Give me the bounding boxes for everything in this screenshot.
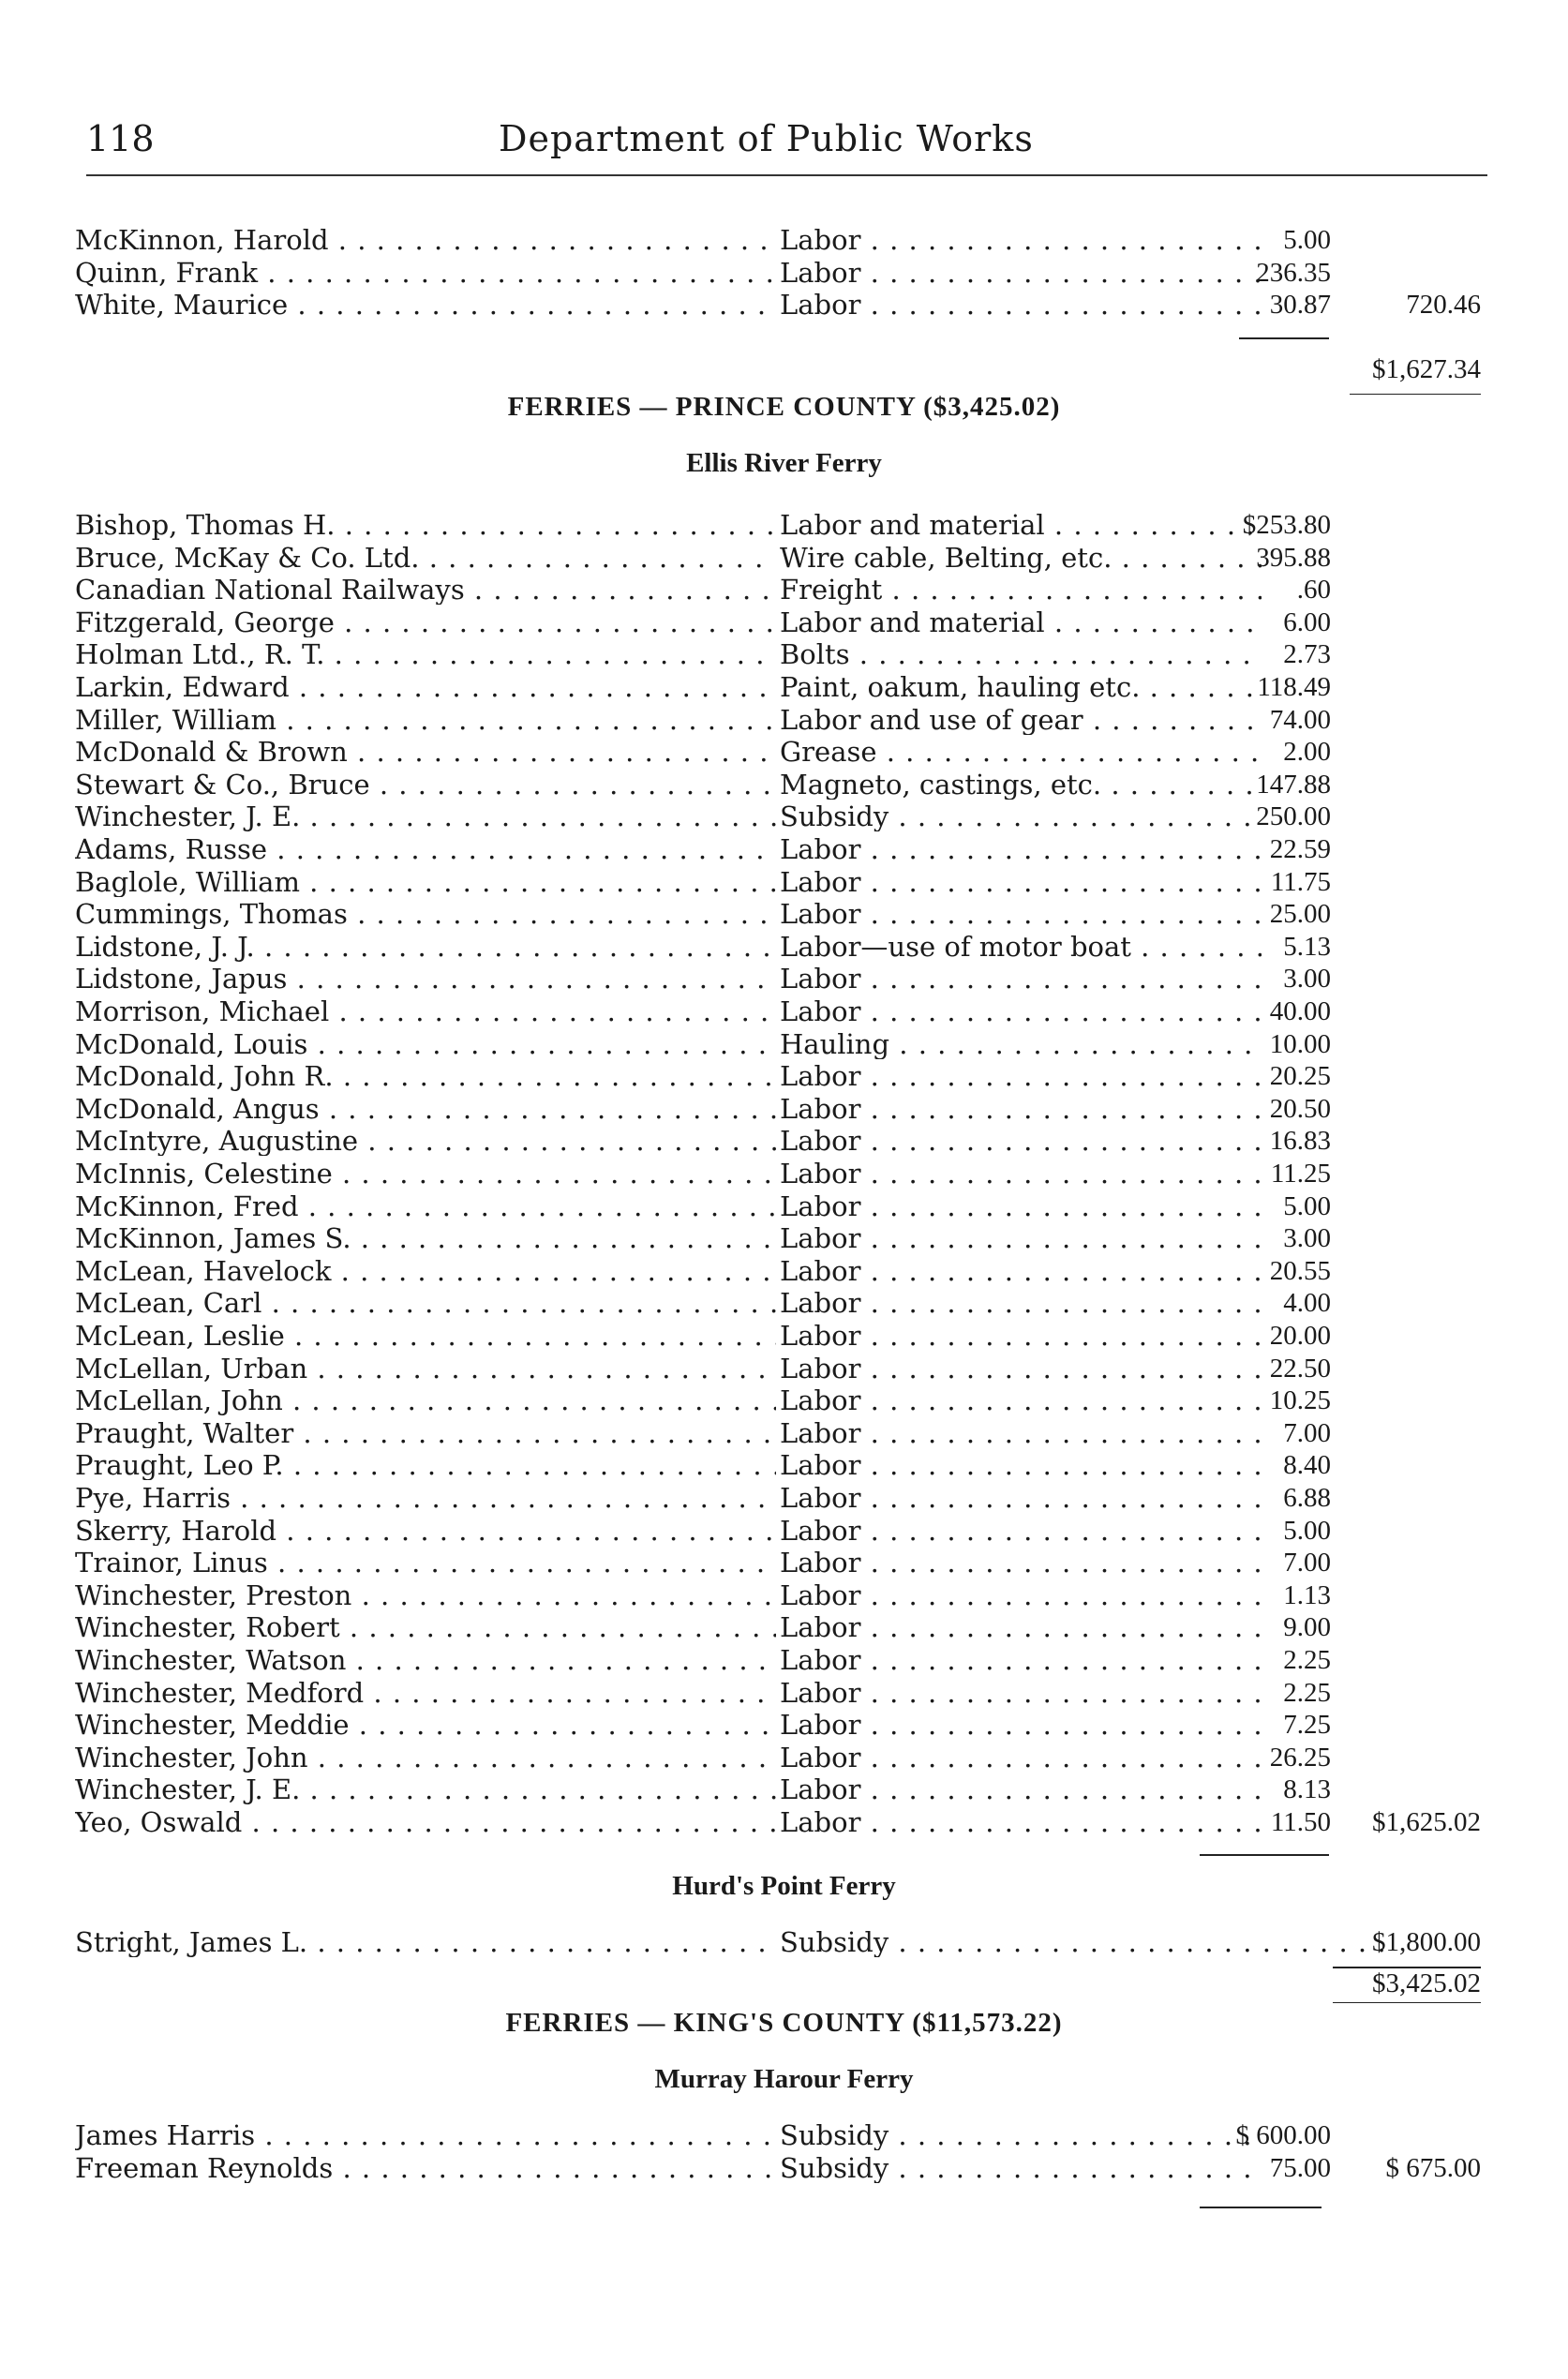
murray-bottom-rule bbox=[1200, 2207, 1322, 2208]
payee-name: Winchester, J. E. . . . bbox=[75, 1774, 776, 1804]
ledger-row bbox=[75, 672, 1481, 702]
amount: 20.55 bbox=[1269, 1255, 1331, 1286]
ledger-row bbox=[75, 834, 1481, 864]
expense-item: Labor . . . bbox=[780, 1418, 1262, 1448]
amount: 1.13 bbox=[1283, 1579, 1331, 1610]
ledger-row bbox=[75, 1450, 1481, 1480]
amount: 9.00 bbox=[1283, 1612, 1331, 1643]
payee-name: Praught, Leo P. . . . bbox=[75, 1450, 776, 1480]
ledger-row bbox=[75, 607, 1481, 637]
expense-item: Hauling . . . bbox=[780, 1029, 1262, 1059]
subtotal: $ 675.00 bbox=[1385, 2152, 1481, 2183]
ledger-row bbox=[75, 1743, 1481, 1773]
amount: 11.25 bbox=[1270, 1159, 1331, 1189]
amount: 20.50 bbox=[1269, 1093, 1331, 1124]
ledger-row bbox=[75, 899, 1481, 929]
header-rule bbox=[86, 174, 1487, 176]
payee-name: McLean, Havelock . . . bbox=[75, 1256, 776, 1286]
ledger-row bbox=[75, 225, 1481, 255]
expense-item: Labor . . . bbox=[780, 1321, 1262, 1351]
amount: $253.80 bbox=[1242, 510, 1331, 540]
subtotal: 720.46 bbox=[1406, 290, 1481, 320]
payee-name: McDonald, Angus . . . bbox=[75, 1094, 776, 1124]
amount: 5.00 bbox=[1283, 1190, 1331, 1221]
payee-name: Cummings, Thomas . . . bbox=[75, 899, 776, 929]
ellis-subtotal-rule bbox=[1200, 1854, 1329, 1856]
expense-item: Labor . . . bbox=[780, 225, 1262, 255]
expense-item: Labor . . . bbox=[780, 1159, 1262, 1189]
expense-item: Labor . . . bbox=[780, 1743, 1262, 1773]
amount: 16.83 bbox=[1269, 1126, 1331, 1157]
payee-name: McKinnon, Harold . . . bbox=[75, 225, 776, 255]
ledger-row bbox=[75, 1927, 1481, 1957]
payee-name: Bishop, Thomas H. . . . bbox=[75, 510, 776, 540]
ledger-row bbox=[75, 1807, 1481, 1837]
expense-item: Subsidy . . . bbox=[780, 2153, 1262, 2183]
expense-item: Labor . . . bbox=[780, 867, 1262, 897]
payee-name: White, Maurice . . . bbox=[75, 290, 776, 320]
ledger-row bbox=[75, 1678, 1481, 1708]
amount: 6.88 bbox=[1283, 1483, 1331, 1513]
expense-item: Labor . . . bbox=[780, 1223, 1262, 1253]
expense-item: Labor . . . bbox=[780, 1774, 1262, 1804]
payee-name: Yeo, Oswald . . . bbox=[75, 1807, 776, 1837]
payee-name: McIntyre, Augustine . . . bbox=[75, 1126, 776, 1156]
ledger-row bbox=[75, 705, 1481, 735]
payee-name: Quinn, Frank . . . bbox=[75, 258, 776, 288]
payee-name: McInnis, Celestine . . . bbox=[75, 1159, 776, 1189]
amount: 2.25 bbox=[1283, 1645, 1331, 1675]
payee-name: Trainor, Linus . . . bbox=[75, 1548, 776, 1578]
amount: 10.00 bbox=[1269, 1028, 1331, 1059]
ledger-row bbox=[75, 1256, 1481, 1286]
ledger-row bbox=[75, 1061, 1481, 1091]
amount: 147.88 bbox=[1256, 769, 1331, 800]
expense-item: Labor . . . bbox=[780, 1483, 1262, 1513]
expense-item: Labor . . . bbox=[780, 1807, 1262, 1837]
prince-county-heading: FERRIES — PRINCE COUNTY ($3,425.02) bbox=[507, 392, 1061, 422]
ledger-row bbox=[75, 1516, 1481, 1546]
ledger-row bbox=[75, 1710, 1481, 1740]
page-header bbox=[86, 118, 1483, 165]
subtotal: $1,625.02 bbox=[1372, 1807, 1481, 1837]
payee-name: Lidstone, J. J. . . . bbox=[75, 932, 776, 962]
ledger-row bbox=[75, 770, 1481, 800]
expense-item: Labor . . . bbox=[780, 1548, 1262, 1578]
payee-name: Winchester, Meddie . . . bbox=[75, 1710, 776, 1740]
ledger-row bbox=[75, 2120, 1481, 2150]
expense-item: Labor . . . bbox=[780, 1288, 1262, 1318]
amount: 74.00 bbox=[1269, 704, 1331, 735]
ledger-row bbox=[75, 1094, 1481, 1124]
prince-total-underline bbox=[1333, 2002, 1481, 2003]
amount: 20.25 bbox=[1269, 1061, 1331, 1092]
ledger-row bbox=[75, 1612, 1481, 1642]
prince-county-total: $3,425.02 bbox=[1372, 1968, 1481, 1998]
amount: 7.00 bbox=[1283, 1417, 1331, 1448]
hurds-point-heading: Hurd's Point Ferry bbox=[672, 1871, 896, 1901]
ledger-row bbox=[75, 1548, 1481, 1578]
amount: 25.00 bbox=[1269, 899, 1331, 930]
payee-name: Winchester, Preston . . . bbox=[75, 1580, 776, 1610]
expense-item: Subsidy . . . bbox=[780, 801, 1262, 831]
payee-name: Canadian National Railways . . . bbox=[75, 575, 776, 605]
amount: 11.75 bbox=[1270, 866, 1331, 897]
ledger-row bbox=[75, 1645, 1481, 1675]
amount: 26.25 bbox=[1269, 1742, 1331, 1773]
amount: 20.00 bbox=[1269, 1321, 1331, 1351]
expense-item: Magneto, castings, etc. . . . bbox=[780, 770, 1262, 800]
ledger-row bbox=[75, 290, 1481, 320]
expense-item: Labor . . . bbox=[780, 996, 1262, 1026]
ledger-row bbox=[75, 1774, 1481, 1804]
amount: 7.00 bbox=[1283, 1548, 1331, 1579]
amount: 8.13 bbox=[1283, 1774, 1331, 1805]
amount: 40.00 bbox=[1269, 996, 1331, 1026]
expense-item: Paint, oakum, hauling etc. . . . bbox=[780, 672, 1262, 702]
page-number: 118 bbox=[86, 118, 155, 159]
expense-item: Labor . . . bbox=[780, 1191, 1262, 1221]
ledger-row bbox=[75, 1483, 1481, 1513]
amount: 2.25 bbox=[1283, 1677, 1331, 1708]
amount: 10.25 bbox=[1269, 1385, 1331, 1416]
payee-name: Stright, James L. . . . bbox=[75, 1927, 776, 1957]
payee-name: Baglole, William . . . bbox=[75, 867, 776, 897]
amount: 11.50 bbox=[1270, 1807, 1331, 1837]
amount: 236.35 bbox=[1256, 257, 1331, 288]
expense-item: Labor . . . bbox=[780, 1061, 1262, 1091]
ledger-row bbox=[75, 2153, 1481, 2183]
page-title: Department of Public Works bbox=[499, 118, 1034, 159]
payee-name: McLean, Leslie . . . bbox=[75, 1321, 776, 1351]
expense-item: Labor and material . . . bbox=[780, 510, 1262, 540]
ledger-row bbox=[75, 1223, 1481, 1253]
amount: $ 600.00 bbox=[1235, 2120, 1331, 2150]
payee-name: Winchester, John . . . bbox=[75, 1743, 776, 1773]
amount: 6.00 bbox=[1283, 606, 1331, 637]
expense-item: Labor . . . bbox=[780, 1385, 1262, 1415]
expense-item: Labor . . . bbox=[780, 1256, 1262, 1286]
ledger-row bbox=[75, 932, 1481, 962]
expense-item: Labor . . . bbox=[780, 1094, 1262, 1124]
ledger-row bbox=[75, 258, 1481, 288]
grand-total-previous: $1,627.34 bbox=[1372, 354, 1481, 384]
expense-item: Bolts . . . bbox=[780, 639, 1262, 669]
expense-item: Labor . . . bbox=[780, 899, 1262, 929]
payee-name: McDonald & Brown . . . bbox=[75, 737, 776, 767]
ledger-row bbox=[75, 1354, 1481, 1384]
payee-name: Praught, Walter . . . bbox=[75, 1418, 776, 1448]
ledger-row bbox=[75, 737, 1481, 767]
payee-name: Lidstone, Japus . . . bbox=[75, 964, 776, 994]
subtotal-rule bbox=[1239, 337, 1329, 339]
expense-item: Labor and material . . . bbox=[780, 607, 1262, 637]
amount: 250.00 bbox=[1256, 801, 1331, 832]
amount: 22.50 bbox=[1269, 1353, 1331, 1384]
payee-name: McLellan, Urban . . . bbox=[75, 1354, 776, 1384]
payee-name: Holman Ltd., R. T. . . . bbox=[75, 639, 776, 669]
amount: 30.87 bbox=[1269, 290, 1331, 320]
payee-name: McLellan, John . . . bbox=[75, 1385, 776, 1415]
payee-name: Bruce, McKay & Co. Ltd. . . . bbox=[75, 543, 776, 573]
expense-item: Labor . . . bbox=[780, 1354, 1262, 1384]
ledger-row bbox=[75, 964, 1481, 994]
ledger-row bbox=[75, 639, 1481, 669]
expense-item: Labor . . . bbox=[780, 1126, 1262, 1156]
payee-name: Winchester, Watson . . . bbox=[75, 1645, 776, 1675]
amount: 75.00 bbox=[1269, 2152, 1331, 2183]
ledger-row bbox=[75, 1580, 1481, 1610]
amount: 3.00 bbox=[1283, 964, 1331, 995]
expense-item: Labor . . . bbox=[780, 258, 1262, 288]
payee-name: Morrison, Michael . . . bbox=[75, 996, 776, 1026]
payee-name: Winchester, J. E. . . . bbox=[75, 801, 776, 831]
payee-name: Freeman Reynolds . . . bbox=[75, 2153, 776, 2183]
ledger-row bbox=[75, 1288, 1481, 1318]
amount: 118.49 bbox=[1257, 672, 1331, 702]
amount: 2.73 bbox=[1283, 639, 1331, 670]
expense-item: Labor . . . bbox=[780, 1678, 1262, 1708]
amount: 22.59 bbox=[1269, 834, 1331, 864]
kings-county-heading: FERRIES — KING'S COUNTY ($11,573.22) bbox=[505, 2008, 1063, 2038]
ledger-row bbox=[75, 996, 1481, 1026]
expense-item: Labor—use of motor boat . . . bbox=[780, 932, 1262, 962]
ledger-row bbox=[75, 1418, 1481, 1448]
payee-name: McLean, Carl . . . bbox=[75, 1288, 776, 1318]
expense-item: Labor . . . bbox=[780, 290, 1262, 320]
payee-name: Winchester, Medford . . . bbox=[75, 1678, 776, 1708]
expense-item: Subsidy . . . bbox=[780, 2120, 1262, 2150]
amount: 3.00 bbox=[1283, 1223, 1331, 1254]
ledger-row bbox=[75, 1029, 1481, 1059]
payee-name: Adams, Russe . . . bbox=[75, 834, 776, 864]
amount: 395.88 bbox=[1256, 542, 1331, 573]
payee-name: Stewart & Co., Bruce . . . bbox=[75, 770, 776, 800]
murray-harbour-heading: Murray Harour Ferry bbox=[654, 2064, 914, 2094]
expense-item: Labor . . . bbox=[780, 1516, 1262, 1546]
expense-item: Labor . . . bbox=[780, 1580, 1262, 1610]
amount: 8.40 bbox=[1283, 1450, 1331, 1481]
expense-item: Freight . . . bbox=[780, 575, 1262, 605]
subtotal: $1,800.00 bbox=[1372, 1927, 1481, 1957]
expense-item: Labor . . . bbox=[780, 1612, 1262, 1642]
payee-name: Miller, William . . . bbox=[75, 705, 776, 735]
payee-name: Skerry, Harold . . . bbox=[75, 1516, 776, 1546]
amount: 5.00 bbox=[1283, 225, 1331, 255]
expense-item: Subsidy . . . bbox=[780, 1927, 1398, 1957]
expense-item: Labor . . . bbox=[780, 1450, 1262, 1480]
ledger-row bbox=[75, 1385, 1481, 1415]
payee-name: Pye, Harris . . . bbox=[75, 1483, 776, 1513]
payee-name: Larkin, Edward . . . bbox=[75, 672, 776, 702]
ledger-row bbox=[75, 1321, 1481, 1351]
expense-item: Grease . . . bbox=[780, 737, 1262, 767]
amount: 5.00 bbox=[1283, 1515, 1331, 1546]
payee-name: Winchester, Robert . . . bbox=[75, 1612, 776, 1642]
ledger-row bbox=[75, 1126, 1481, 1156]
ledger-row bbox=[75, 575, 1481, 605]
amount: .60 bbox=[1296, 575, 1331, 606]
expense-item: Labor . . . bbox=[780, 834, 1262, 864]
payee-name: McDonald, John R. . . . bbox=[75, 1061, 776, 1091]
expense-item: Labor . . . bbox=[780, 1710, 1262, 1740]
payee-name: McKinnon, James S. . . . bbox=[75, 1223, 776, 1253]
amount: 4.00 bbox=[1283, 1288, 1331, 1319]
expense-item: Wire cable, Belting, etc. . . . bbox=[780, 543, 1262, 573]
ledger-row bbox=[75, 1159, 1481, 1189]
ledger-row bbox=[75, 510, 1481, 540]
ledger-row bbox=[75, 801, 1481, 831]
ledger-row bbox=[75, 543, 1481, 573]
payee-name: McKinnon, Fred . . . bbox=[75, 1191, 776, 1221]
payee-name: McDonald, Louis . . . bbox=[75, 1029, 776, 1059]
ellis-river-heading: Ellis River Ferry bbox=[686, 448, 882, 478]
payee-name: Fitzgerald, George . . . bbox=[75, 607, 776, 637]
payee-name: James Harris . . . bbox=[75, 2120, 776, 2150]
expense-item: Labor . . . bbox=[780, 1645, 1262, 1675]
expense-item: Labor . . . bbox=[780, 964, 1262, 994]
ledger-row bbox=[75, 867, 1481, 897]
amount: 2.00 bbox=[1283, 737, 1331, 768]
amount: 5.13 bbox=[1283, 931, 1331, 962]
amount: 7.25 bbox=[1283, 1710, 1331, 1741]
ledger-row bbox=[75, 1191, 1481, 1221]
expense-item: Labor and use of gear . . . bbox=[780, 705, 1262, 735]
